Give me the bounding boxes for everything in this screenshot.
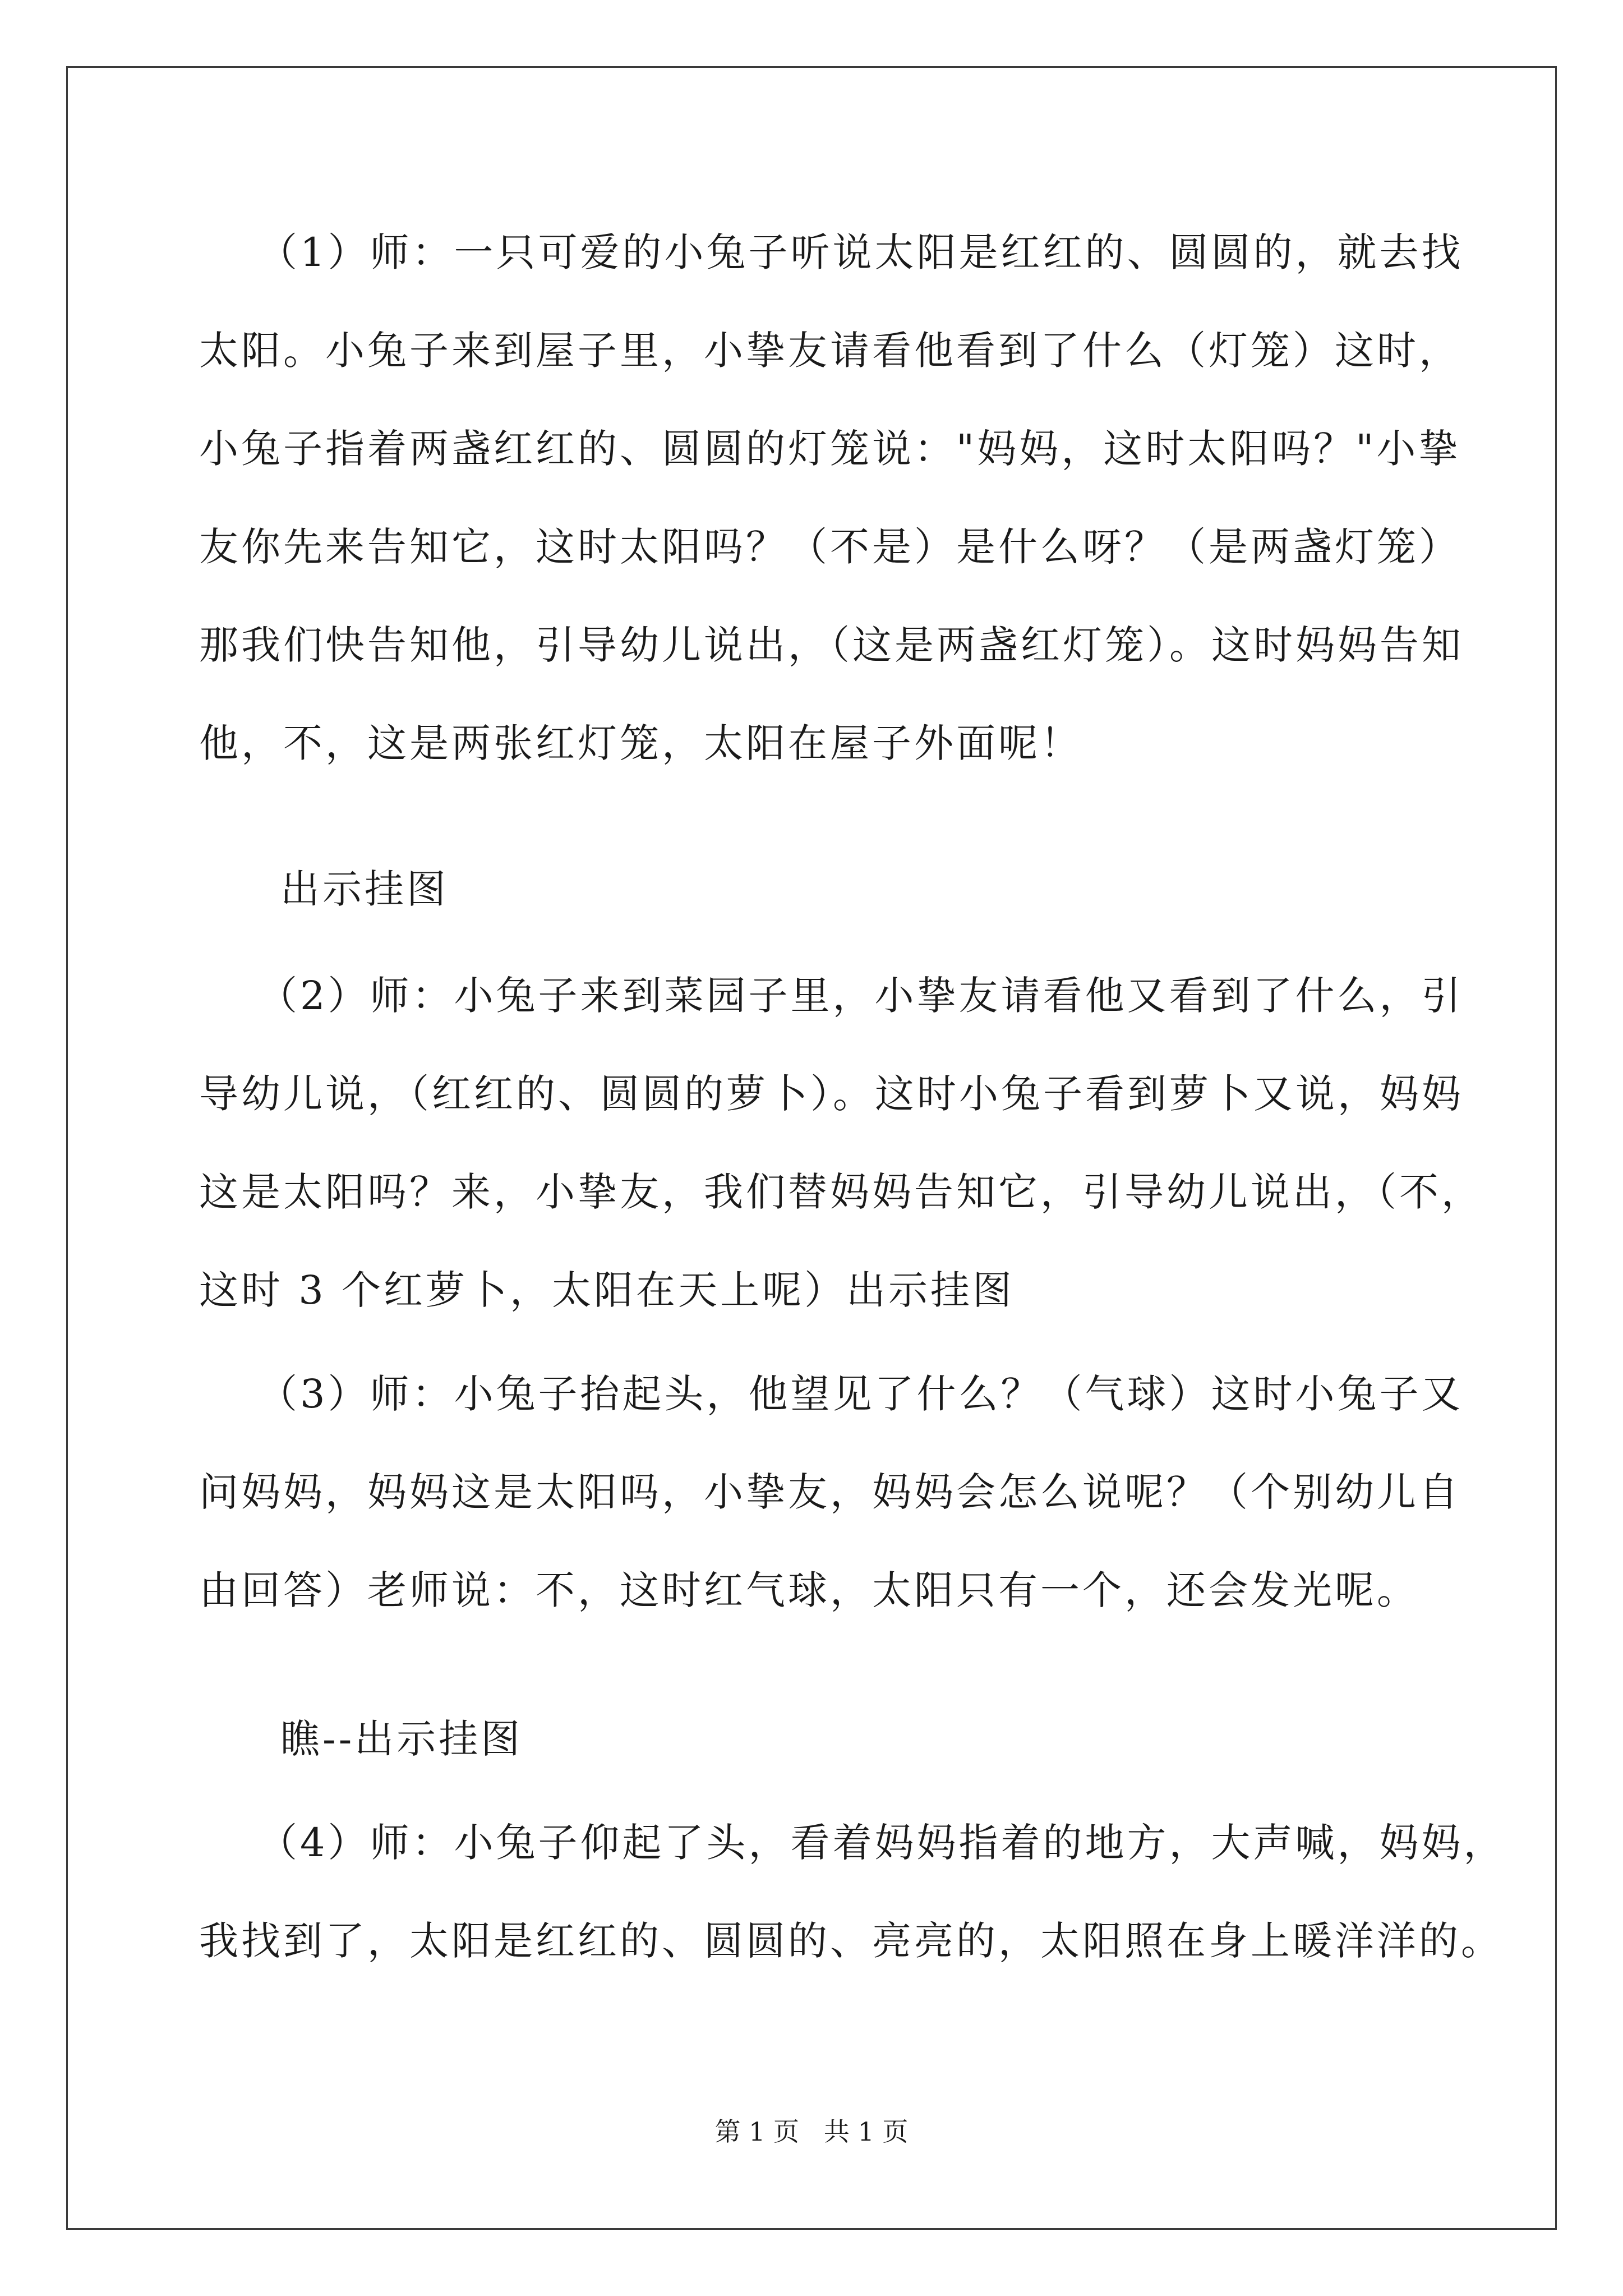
paragraph-line: 这时 3 个红萝卜，太阳在天上呢）出示挂图 [199, 1267, 1015, 1313]
paragraph-line: 出示挂图 [280, 866, 449, 912]
paragraph-line: 友你先来告知它，这时太阳吗？（不是）是什么呀？（是两盏灯笼） [199, 524, 1461, 570]
paragraph-line: （3）师：小兔子抬起头，他望见了什么？（气球）这时小兔子又 [258, 1371, 1464, 1417]
paragraph-line: 那我们快告知他，引导幼儿说出，（这是两盏红灯笼）。这时妈妈告知 [199, 622, 1464, 668]
paragraph-line: 这是太阳吗？来，小挚友，我们替妈妈告知它，引导幼儿说出，（不， [199, 1169, 1483, 1215]
paragraph-line: 问妈妈，妈妈这是太阳吗，小挚友，妈妈会怎么说呢？（个别幼儿自 [199, 1469, 1461, 1515]
page-number-footer: 第 1 页 共 1 页 [714, 2116, 909, 2147]
paragraph-line: 他，不，这是两张红灯笼，太阳在屋子外面呢！ [199, 720, 1082, 766]
paragraph-line: 导幼儿说，（红红的、圆圆的萝卜）。这时小兔子看到萝卜又说，妈妈 [199, 1071, 1464, 1117]
paragraph-line: （1）师：一只可爱的小兔子听说太阳是红红的、圆圆的，就去找 [258, 229, 1464, 275]
paragraph-line: 由回答）老师说：不，这时红气球，太阳只有一个，还会发光呢。 [199, 1567, 1419, 1613]
paragraph-line: 我找到了，太阳是红红的、圆圆的、亮亮的，太阳照在身上暖洋洋的。 [199, 1918, 1503, 1964]
paragraph-line: 太阳。小兔子来到屋子里，小挚友请看他看到了什么（灯笼）这时， [199, 328, 1461, 374]
paragraph-line: 小兔子指着两盏红红的、圆圆的灯笼说："妈妈，这时太阳吗？"小挚 [199, 426, 1461, 472]
paragraph-line: （2）师：小兔子来到菜园子里，小挚友请看他又看到了什么，引 [258, 973, 1464, 1019]
paragraph-line: 瞧--出示挂图 [280, 1716, 523, 1762]
paragraph-line: （4）师：小兔子仰起了头，看着妈妈指着的地方，大声喊，妈妈， [258, 1820, 1506, 1866]
